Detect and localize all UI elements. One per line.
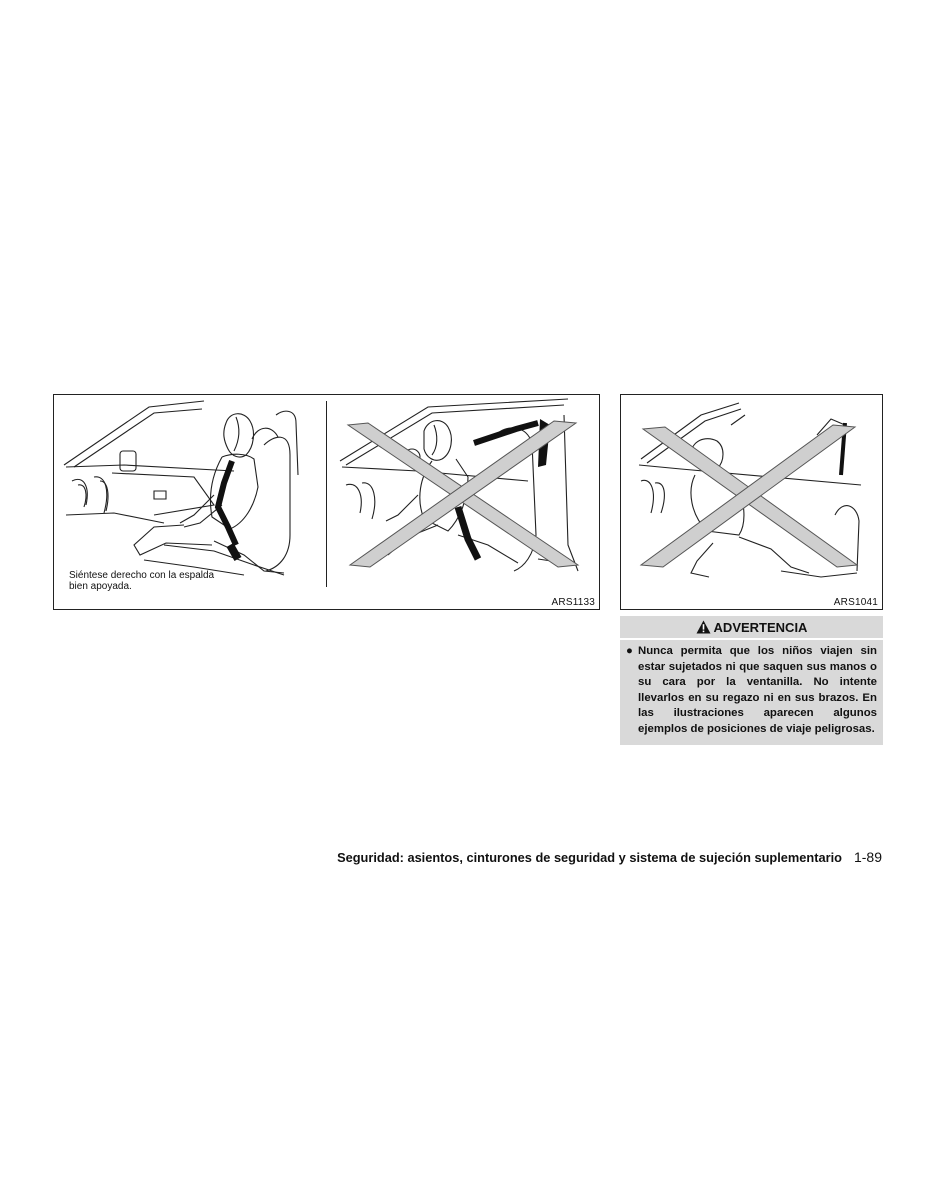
warning-header	[620, 616, 883, 640]
incorrect-seating-illustration	[328, 395, 598, 595]
figure-code: ARS1133	[551, 597, 595, 608]
bullet-icon: ●	[626, 645, 633, 657]
page-footer	[337, 849, 882, 865]
warning-text: Nunca permita que los niños viajen sin estar sujetados ni que saquen sus manos o su cara por la ventanilla. No intente llevarlos en su regazo ni en sus brazos. En las ilustraciones aparecen algunos ejemplos de posiciones de viaje peligrosas.	[638, 645, 877, 735]
child-window-illustration	[621, 395, 882, 595]
section-title: Seguridad: asientos, cinturones de seguridad y sistema de sujeción suplementario	[337, 850, 842, 865]
warning-box	[620, 616, 883, 745]
figure-caption: Siéntese derecho con la espalda bien apoyada.	[69, 570, 215, 592]
warning-title: ADVERTENCIA	[713, 619, 808, 635]
warning-triangle-icon	[696, 620, 711, 634]
page-number: 1-89	[853, 849, 882, 865]
figure-seating-position	[53, 394, 600, 610]
figure-child-window	[620, 394, 883, 610]
warning-body	[620, 640, 883, 737]
correct-seating-illustration	[54, 395, 326, 595]
figure-code: ARS1041	[833, 597, 878, 608]
figure-divider	[326, 401, 327, 587]
